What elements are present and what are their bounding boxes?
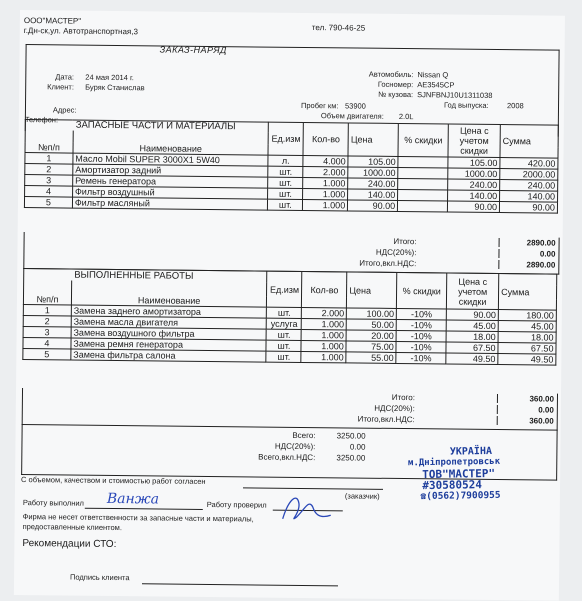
works-row-sum: 67.50 <box>498 343 556 355</box>
works-row-sum: 180.00 <box>498 310 556 322</box>
agree-text: С объемом, качеством и стоимостью работ согласен <box>21 475 206 486</box>
parts-row-price: 105.00 <box>348 156 398 168</box>
works-row-discount: -10% <box>396 330 446 342</box>
works-row-num: 2 <box>23 316 71 328</box>
works-row-num: 3 <box>23 327 71 339</box>
works-row-unit: услуга <box>267 318 302 329</box>
works-row-discount-price: 45.00 <box>446 320 498 332</box>
parts-row-discount-price: 90.00 <box>448 201 500 213</box>
parts-col-discount: % скидки <box>398 123 448 157</box>
disclaimer-line-1: Фирма не несет ответственности за запасные части и материалы, <box>22 512 254 524</box>
date-label: Дата: <box>55 72 75 82</box>
year-value: 2008 <box>506 101 524 111</box>
parts-total-label: НДС(20%): <box>375 247 417 258</box>
works-row-unit: шт. <box>266 340 301 351</box>
customer-caption: (заказчик) <box>344 491 380 501</box>
works-total-label: НДС(20%): <box>374 403 415 414</box>
works-col-discount-price: Цена с учетом скидки <box>447 273 499 310</box>
works-row-price: 100.00 <box>347 308 397 320</box>
parts-row-discount-price: 1000.00 <box>448 168 500 180</box>
company-name: ООО"МАСТЕР" <box>23 16 82 26</box>
parts-section-title: ЗАПАСНЫЕ ЧАСТИ И МАТЕРИАЛЫ <box>25 120 268 133</box>
parts-row-num: 4 <box>25 186 73 198</box>
works-row-qty: 1.000 <box>302 318 347 329</box>
works-row-unit: шт. <box>267 307 302 318</box>
works-row-discount-price: 18.00 <box>446 331 498 343</box>
disclaimer-line-2: предоставленные клиентом. <box>22 522 122 533</box>
client-sign-label: Подпись клиента <box>70 572 130 583</box>
parts-total-value: 0.00 <box>498 249 555 259</box>
parts-row-unit: шт. <box>268 188 303 199</box>
vin-label: № кузова: <box>378 89 414 100</box>
stamp-line-2: м.Дніпропетровськ <box>407 456 501 469</box>
works-total-value: 360.00 <box>497 394 554 404</box>
parts-row-price: 240.00 <box>348 178 398 190</box>
works-col-price: Цена <box>347 272 397 309</box>
works-col-qty: Кол-во <box>302 271 347 307</box>
works-row-num: 1 <box>23 305 71 317</box>
parts-col-discount-price: Цена с учетом скидки <box>448 124 500 158</box>
mileage-value: 53900 <box>344 101 366 111</box>
works-row-qty: 1.000 <box>301 340 346 351</box>
checked-by-label: Работу проверил <box>206 499 267 510</box>
done-by-signature: Ванжа <box>106 490 160 508</box>
grand-total-label: Всего: <box>292 430 316 441</box>
parts-row-sum: 420.00 <box>500 158 558 170</box>
parts-row-price: 140.00 <box>348 189 398 201</box>
parts-row-qty: 4.000 <box>303 155 348 166</box>
works-row-unit: шт. <box>266 351 301 362</box>
parts-row-sum: 140.00 <box>500 191 558 203</box>
works-total-label: Итого: <box>391 392 416 403</box>
date-value: 24 мая 2014 г. <box>85 72 134 83</box>
done-by-label: Работу выполнил <box>22 498 84 508</box>
engine-value: 2.0L <box>398 111 414 122</box>
parts-row-sum: 240.00 <box>500 180 558 192</box>
checker-signature <box>275 489 335 530</box>
vin-value: SJNFBNJ10U1311038 <box>417 90 493 100</box>
parts-table <box>24 119 559 214</box>
parts-row-name: Масло Mobil SUPER 3000X1 5W40 <box>73 153 269 166</box>
works-row-name: Замена масла двигателя <box>71 316 267 329</box>
works-row-qty: 1.000 <box>301 329 346 340</box>
parts-row-qty: 1.000 <box>303 177 348 188</box>
company-stamp <box>408 446 501 502</box>
parts-row-name: Фильтр воздушный <box>72 186 268 199</box>
works-row-unit: шт. <box>267 329 302 340</box>
parts-row-discount <box>398 178 448 190</box>
works-row-discount-price: 67.50 <box>446 342 498 354</box>
works-row-discount-price: 90.00 <box>446 309 498 321</box>
stamp-line-5: ☎(0562)7900955 <box>420 489 501 503</box>
phone-label: Телефон: <box>24 115 59 125</box>
car-value: Nissan Q <box>417 70 449 80</box>
parts-row-price: 90.00 <box>348 200 398 212</box>
parts-total-value: 2890.00 <box>499 238 556 248</box>
works-row-qty: 2.000 <box>302 307 347 318</box>
car-label: Автомобиль: <box>368 69 414 80</box>
parts-col-sum: Сумма <box>500 125 558 159</box>
company-phone: тел. 790-46-25 <box>311 23 366 33</box>
parts-row-num: 2 <box>25 164 73 176</box>
address-label: Адрес: <box>52 105 77 115</box>
parts-total-label: Итого: <box>393 236 417 247</box>
works-section-title: ВЫПОЛНЕННЫЕ РАБОТЫ <box>24 269 268 283</box>
parts-row-discount-price: 140.00 <box>448 190 500 202</box>
works-row-num: 5 <box>23 349 71 361</box>
parts-col-num: №п/п <box>25 142 73 153</box>
parts-row-name: Амортизатор задний <box>73 164 269 177</box>
parts-row-discount-price: 105.00 <box>448 157 500 169</box>
parts-row-unit: л. <box>268 155 303 166</box>
year-label: Год выпуска: <box>443 100 489 110</box>
works-col-num: №п/п <box>23 294 71 305</box>
parts-row-qty: 1.000 <box>303 199 348 210</box>
plate-label: Госномер: <box>377 79 414 90</box>
parts-row-unit: шт. <box>268 177 303 188</box>
works-row-name: Замена воздушного фильтра <box>71 327 267 340</box>
works-total-value: 360.00 <box>497 416 554 426</box>
works-col-sum: Сумма <box>498 274 556 311</box>
client-label: Клиент: <box>47 82 75 92</box>
works-row-discount: -10% <box>396 319 446 331</box>
works-row-discount: -10% <box>396 341 446 353</box>
parts-total-value: 2890.00 <box>498 260 555 270</box>
client-sign-line <box>142 583 338 586</box>
grand-total-value: 0.00 <box>349 442 366 452</box>
works-total-value: 0.00 <box>497 405 554 415</box>
works-total-label: Итого,вкл.НДС: <box>357 414 415 425</box>
works-table <box>22 268 557 366</box>
parts-row-discount <box>398 200 448 212</box>
works-col-name: Наименование <box>71 295 267 308</box>
parts-col-qty: Кол-во <box>303 122 348 155</box>
mileage-label: Пробег км: <box>300 100 339 111</box>
recommendations-label: Рекомендации СТО: <box>22 538 117 551</box>
work-order-page <box>14 10 565 601</box>
parts-row-sum: 2000.00 <box>500 169 558 181</box>
parts-row-num: 5 <box>24 197 72 209</box>
parts-row-qty: 1.000 <box>303 188 348 199</box>
engine-label: Объем двигателя: <box>320 111 384 121</box>
parts-row-qty: 2.000 <box>303 166 348 177</box>
works-col-discount: % скидки <box>397 272 447 309</box>
works-row-price: 20.00 <box>346 330 396 342</box>
works-row-name: Замена фильтра салона <box>71 349 267 362</box>
works-row-sum: 18.00 <box>498 332 556 344</box>
company-address: г.Дн-ск,ул. Автотранспортная,3 <box>23 26 138 37</box>
parts-row-name: Ремень генератора <box>73 175 269 188</box>
parts-row-discount <box>398 156 448 168</box>
stamp-line-4: #30580524 <box>422 478 483 493</box>
works-row-sum: 45.00 <box>498 321 556 333</box>
parts-col-name: Наименование <box>73 143 269 156</box>
works-row-price: 55.00 <box>346 352 396 364</box>
parts-col-unit: Ед.изм <box>268 122 303 155</box>
parts-row-num: 3 <box>25 175 73 187</box>
works-row-discount-price: 49.50 <box>446 353 498 365</box>
works-row-price: 75.00 <box>346 341 396 353</box>
grand-total-label: Всего,вкл.НДС: <box>258 452 316 463</box>
parts-row-unit: шт. <box>268 199 303 210</box>
grand-total-value: 3250.00 <box>336 453 366 463</box>
works-row-discount: -10% <box>397 308 447 320</box>
works-col-unit: Ед.изм <box>267 271 302 307</box>
plate-value: АЕ3545СР <box>417 80 455 90</box>
grand-total-label: НДС(20%): <box>274 441 316 452</box>
client-value: Буряк Станислав <box>85 82 145 93</box>
parts-col-price: Цена <box>348 123 398 157</box>
parts-row-discount <box>398 167 448 179</box>
works-row-num: 4 <box>23 338 71 350</box>
parts-row-num: 1 <box>25 153 73 165</box>
parts-row-discount-price: 240.00 <box>448 179 500 191</box>
parts-row-sum: 90.00 <box>499 202 557 214</box>
stamp-line-3: ТОВ"МАСТЕР" <box>422 466 496 482</box>
works-row-discount: -10% <box>396 352 446 364</box>
stamp-line-1: УКРАЇНА <box>449 445 493 458</box>
parts-row-name: Фильтр масляный <box>72 197 268 210</box>
works-row-name: Замена ремня генератора <box>71 338 267 351</box>
works-row-qty: 1.000 <box>301 351 346 362</box>
parts-total-label: Итого,вкл.НДС: <box>359 258 417 269</box>
parts-row-price: 1000.00 <box>348 167 398 179</box>
parts-row-discount <box>398 189 448 201</box>
works-row-price: 50.00 <box>347 319 397 331</box>
done-by-line <box>85 508 203 510</box>
doc-title: ЗАКАЗ-НАРЯД <box>159 44 227 56</box>
works-row-name: Замена заднего амортизатора <box>71 305 267 318</box>
works-row-sum: 49.50 <box>498 354 556 366</box>
grand-total-value: 3250.00 <box>336 431 366 441</box>
parts-row-unit: шт. <box>268 166 303 177</box>
